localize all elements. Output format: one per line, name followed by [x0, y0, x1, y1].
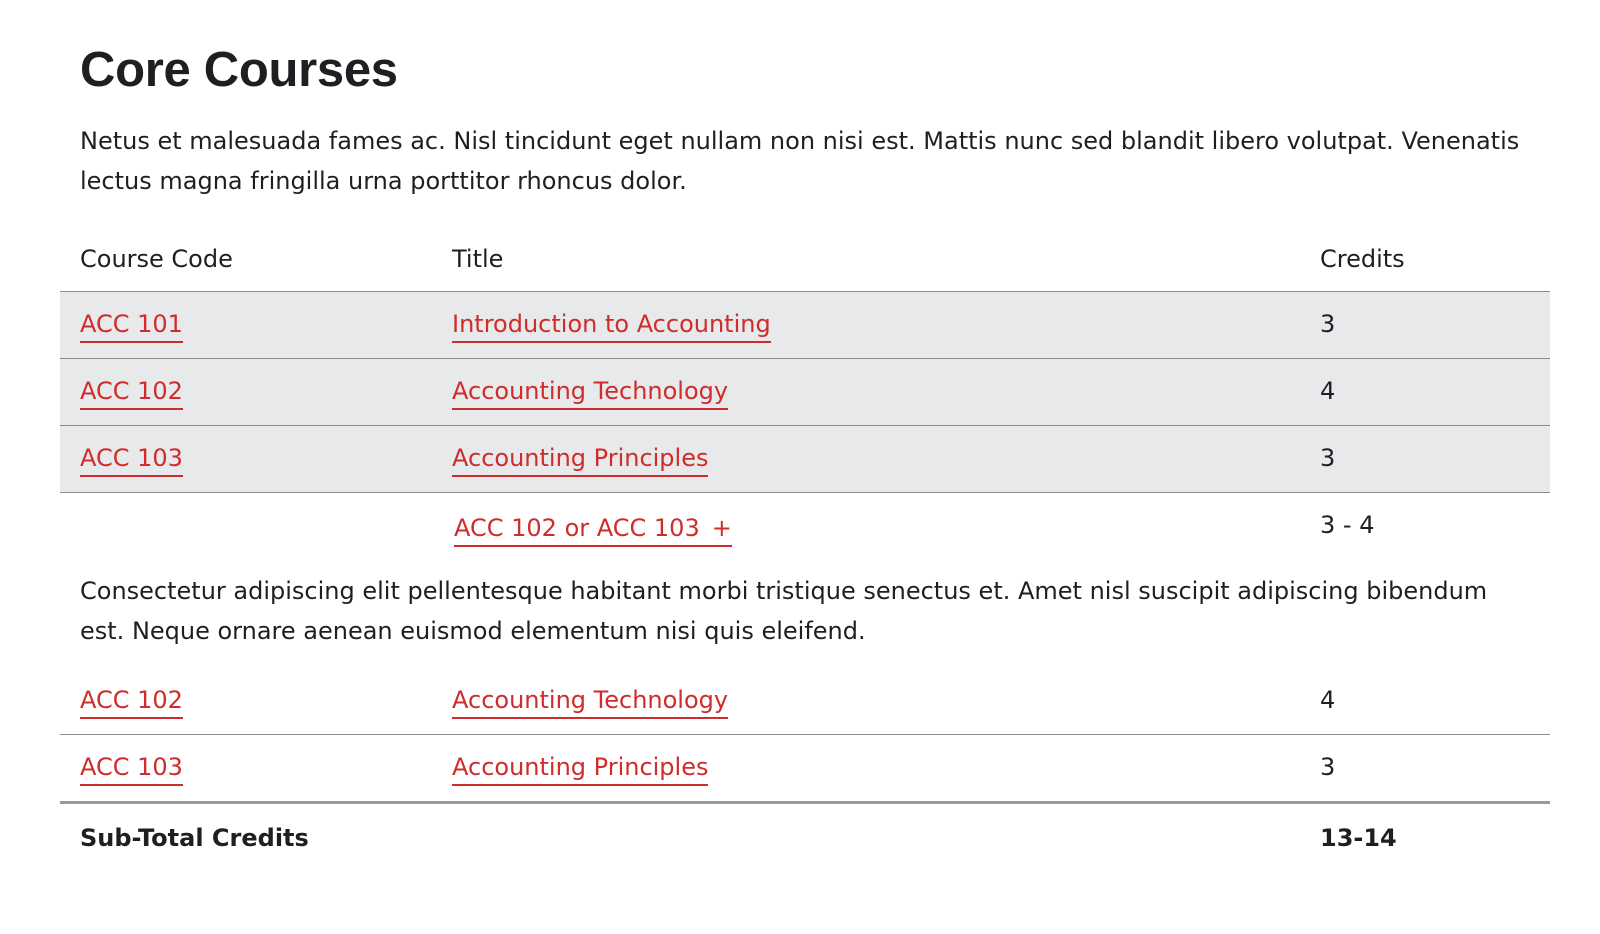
- course-title-link[interactable]: Accounting Principles: [452, 753, 708, 786]
- header-course-code: Course Code: [80, 245, 233, 273]
- course-title-link[interactable]: Accounting Technology: [452, 686, 728, 719]
- course-credits: 3: [1320, 444, 1336, 472]
- course-code-link[interactable]: ACC 103: [80, 444, 183, 477]
- subtotal-row: [60, 804, 1550, 870]
- course-credits: 4: [1320, 686, 1336, 714]
- header-title: Title: [452, 245, 504, 273]
- course-credits: 4: [1320, 377, 1336, 405]
- course-credits: 3: [1320, 753, 1336, 781]
- course-choice-label: ACC 102 or ACC 103: [454, 514, 700, 542]
- course-code-link[interactable]: ACC 101: [80, 310, 183, 343]
- table-row: [60, 735, 1550, 804]
- plus-icon: +: [711, 514, 732, 542]
- table-row: [60, 292, 1550, 359]
- header-credits: Credits: [1320, 245, 1405, 273]
- page-title: Core Courses: [80, 43, 398, 97]
- table-row: [60, 359, 1550, 426]
- choice-description: Consectetur adipiscing elit pellentesque habitant morbi tristique senectus et. Amet nisl suscipit adipiscing bibendum est. Neque ornare aenean euismod elementum nisi quis eleifend.: [80, 577, 1488, 645]
- table-row: [60, 668, 1550, 735]
- course-choice-row: [60, 493, 1550, 561]
- course-title-link[interactable]: Accounting Principles: [452, 444, 708, 477]
- subtotal-label: Sub-Total Credits: [80, 824, 309, 852]
- course-credits: 3: [1320, 310, 1336, 338]
- subtotal-value: 13-14: [1320, 824, 1397, 852]
- course-table: [60, 232, 1550, 870]
- course-choice-toggle[interactable]: [454, 514, 732, 547]
- course-title-link[interactable]: Introduction to Accounting: [452, 310, 771, 343]
- table-row: [60, 426, 1550, 493]
- choice-credits: 3 - 4: [1320, 511, 1375, 539]
- course-code-link[interactable]: ACC 102: [80, 377, 183, 410]
- table-header-row: [60, 232, 1550, 292]
- intro-paragraph: Netus et malesuada fames ac. Nisl tincidunt eget nullam non nisi est. Mattis nunc sed blandit libero volutpat. Venenatis lectus magna fringilla urna porttitor rhoncus dolor.: [80, 127, 1520, 195]
- course-title-link[interactable]: Accounting Technology: [452, 377, 728, 410]
- course-code-link[interactable]: ACC 103: [80, 753, 183, 786]
- course-code-link[interactable]: ACC 102: [80, 686, 183, 719]
